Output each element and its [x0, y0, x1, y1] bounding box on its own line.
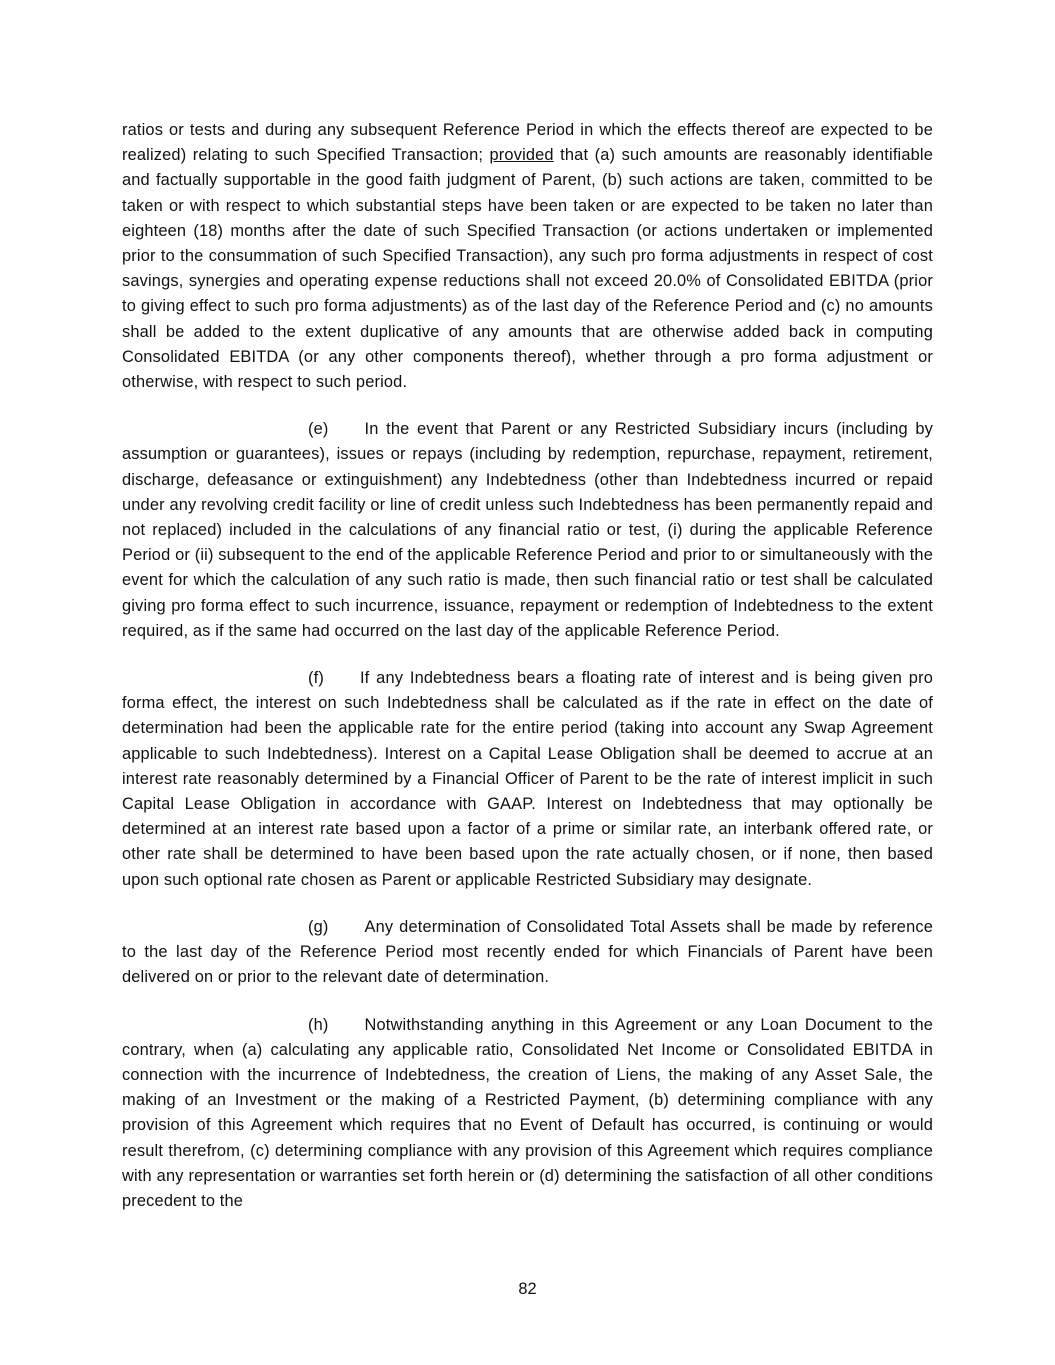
paragraph-h	[122, 1013, 933, 1215]
paragraph-f-text: If any Indebtedness bears a floating rate of interest and is being given pro forma effect, the interest on such Indebtedness shall be calculated as if the rate in effect on the date of determination had been the applicable rate for the entire period (taking into account any Swap Agreement applicable to such Indebtedness). Interest on a Capital Lease Obligation shall be deemed to accrue at an interest rate reasonably determined by a Financial Officer of Parent to be the rate of interest implicit in such Capital Lease Obligation in accordance with GAAP. Interest on Indebtedness that may optionally be determined at an interest rate based upon a factor of a prime or similar rate, an interbank offered rate, or other rate shall be determined to have been based upon the rate actually chosen, or if none, then based upon such optional rate chosen as Parent or applicable Restricted Subsidiary may designate.	[122, 669, 933, 889]
paragraph-e	[122, 417, 933, 644]
paragraph-label-h: (h)	[308, 1015, 329, 1034]
paragraph-f	[122, 666, 933, 893]
paragraph-text-after: that (a) such amounts are reasonably identifiable and factually supportable in the good faith judgment of Parent, (b) such actions are taken, committed to be taken or with respect to which substantial steps have been taken or are expected to be taken no later than eighteen (18) months after the date of such Specified Transaction (or actions undertaken or implemented prior to the consummation of such Specified Transaction), any such pro forma adjustments in respect of cost savings, synergies and operating expense reductions shall not exceed 20.0% of Consolidated EBITDA (prior to giving effect to such pro forma adjustments) as of the last day of the Reference Period and (c) no amounts shall be added to the extent duplicative of any amounts that are otherwise added back in computing Consolidated EBITDA (or any other components thereof), whether through a pro forma adjustment or otherwise, with respect to such period.	[122, 146, 934, 392]
paragraph-g-text: Any determination of Consolidated Total Assets shall be made by reference to the last day of the Reference Period most recently ended for which Financials of Parent have been delivered on or prior to the relevant date of determination.	[122, 917, 933, 987]
paragraph-continuation	[122, 118, 933, 395]
paragraph-g	[122, 915, 933, 991]
paragraph-text-before: ratios or tests and during any subsequent Reference Period in which the effects thereof are expected to be realized) relating to such Specified Transaction;	[122, 121, 933, 165]
paragraph-e-text: In the event that Parent or any Restricted Subsidiary incurs (including by assumption or guarantees), issues or repays (including by redemption, repurchase, repayment, retirement, discharge, defeasance or extinguishment) any Indebtedness (other than Indebtedness incurred or repaid under any revolving credit facility or line of credit unless such Indebtedness has been permanently repaid and not replaced) included in the calculations of any financial ratio or test, (i) during the applicable Reference Period or (ii) subsequent to the end of the applicable Reference Period and prior to or simultaneously with the event for which the calculation of any such ratio is made, then such financial ratio or test shall be calculated giving pro forma effect to such incurrence, issuance, repayment or redemption of Indebtedness to the extent required, as if the same had occurred on the last day of the applicable Reference Period.	[122, 420, 933, 640]
page-number: 82	[518, 1280, 537, 1298]
document-body	[122, 118, 933, 1214]
paragraph-label-g: (g)	[308, 917, 329, 936]
paragraph-h-text: Notwithstanding anything in this Agreement or any Loan Document to the contrary, when (a) calculating any applicable ratio, Consolidated Net Income or Consolidated EBITDA in connection with the incurrence of Indebtedness, the creation of Liens, the making of any Asset Sale, the making of an Investment or the making of a Restricted Payment, (b) determining compliance with any provision of this Agreement which requires that no Event of Default has occurred, is continuing or would result therefrom, (c) determining compliance with any provision of this Agreement which requires compliance with any representation or warranties set forth herein or (d) determining the satisfaction of all other conditions precedent to the	[122, 1015, 933, 1210]
paragraph-label-f: (f)	[308, 669, 324, 688]
provided-underlined: provided	[489, 146, 554, 165]
paragraph-label-e: (e)	[308, 420, 329, 439]
